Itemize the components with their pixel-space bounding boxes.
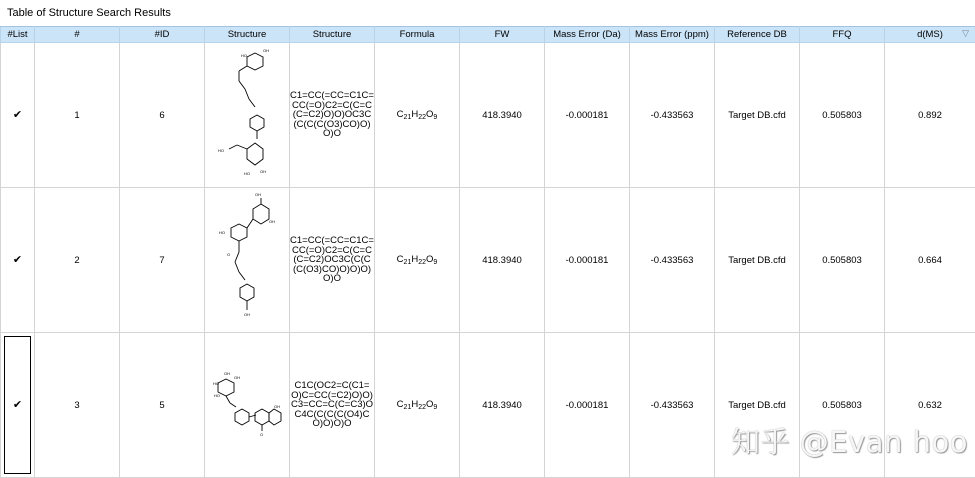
column-header-mass-error-da[interactable]: Mass Error (Da) [545, 27, 630, 43]
structure-smiles: C1=CC(=CC=C1C=CC(=O)C2=C(C=C(C=C2)OC3C(C(C(C(O3)CO)O)O)O)O)O [290, 188, 375, 333]
svg-text:O: O [260, 432, 264, 437]
row-id: 7 [120, 188, 205, 333]
formula-c-count: 21 [403, 114, 412, 121]
svg-text:OH: OH [244, 312, 250, 317]
mass-error-ppm-value: -0.433563 [630, 333, 715, 478]
formula-c-count: 21 [403, 259, 412, 266]
fw-value: 418.3940 [460, 333, 545, 478]
formula-h-count: 22 [418, 404, 427, 411]
svg-text:OH: OH [274, 404, 280, 409]
mass-error-ppm-value: -0.433563 [630, 43, 715, 188]
fw-value: 418.3940 [460, 43, 545, 188]
row-id: 5 [120, 333, 205, 478]
dms-value: 0.632 [885, 333, 975, 478]
column-header-fw[interactable]: FW [460, 27, 545, 43]
list-checkbox-cell[interactable] [1, 333, 35, 478]
svg-text:OH: OH [260, 169, 266, 174]
formula [375, 43, 460, 188]
sort-indicator-icon[interactable]: ▽ [962, 28, 969, 38]
formula-c: C [396, 254, 404, 265]
formula-o: O [426, 399, 434, 410]
svg-text:OH: OH [263, 48, 269, 53]
formula-o-count: 9 [433, 404, 438, 411]
mass-error-da-value: -0.000181 [545, 43, 630, 188]
row-number: 3 [35, 333, 120, 478]
dms-value: 0.664 [885, 188, 975, 333]
svg-text:HO: HO [213, 381, 219, 386]
checkmark-icon[interactable]: ✔ [12, 108, 23, 121]
table-row[interactable] [1, 43, 975, 188]
checkmark-icon[interactable]: ✔ [12, 398, 23, 411]
ffq-value: 0.505803 [800, 333, 885, 478]
column-header-dms[interactable] [885, 27, 975, 43]
svg-text:HO: HO [219, 230, 225, 235]
structure-image-cell [205, 333, 290, 478]
formula-o: O [426, 109, 434, 120]
formula-o-count: 9 [433, 259, 438, 266]
fw-value: 418.3940 [460, 188, 545, 333]
structure-image-cell [205, 43, 290, 188]
svg-text:OH: OH [224, 371, 230, 376]
svg-text:HO: HO [214, 393, 220, 398]
header-row [1, 27, 975, 43]
formula [375, 188, 460, 333]
reference-db-value: Target DB.cfd [715, 188, 800, 333]
focus-rectangle [4, 336, 31, 474]
reference-db-value: Target DB.cfd [715, 43, 800, 188]
formula-h: H [411, 109, 419, 120]
list-checkbox-cell[interactable] [1, 43, 35, 188]
formula-c-count: 21 [403, 404, 412, 411]
svg-text:OH: OH [234, 375, 240, 380]
mass-error-ppm-value: -0.433563 [630, 188, 715, 333]
molecule-structure-image [217, 45, 277, 185]
column-header-number[interactable]: # [35, 27, 120, 43]
mass-error-da-value: -0.000181 [545, 333, 630, 478]
window-title: Table of Structure Search Results [7, 7, 171, 19]
column-header-mass-error-ppm[interactable]: Mass Error (ppm) [630, 27, 715, 43]
column-header-structure-image[interactable]: Structure [205, 27, 290, 43]
reference-db-value: Target DB.cfd [715, 333, 800, 478]
formula-c: C [396, 399, 404, 410]
svg-text:HO: HO [218, 148, 224, 153]
row-number: 1 [35, 43, 120, 188]
formula-h: H [411, 254, 419, 265]
table-row[interactable] [1, 188, 975, 333]
svg-text:OH: OH [269, 219, 275, 224]
structure-smiles: C1=CC(=CC=C1C=CC(=O)C2=C(C=C(C=C2)O)O)OC3C(C(C(C(O3)CO)O)O)O [290, 43, 375, 188]
column-header-structure-smiles[interactable]: Structure [290, 27, 375, 43]
results-table [0, 26, 975, 478]
formula-o: O [426, 254, 434, 265]
structure-image-cell [205, 188, 290, 333]
mass-error-da-value: -0.000181 [545, 188, 630, 333]
column-header-list[interactable]: #List [1, 27, 35, 43]
ffq-value: 0.505803 [800, 188, 885, 333]
formula-h-count: 22 [418, 259, 427, 266]
column-header-id[interactable]: #ID [120, 27, 205, 43]
watermark: 知乎 @Evan hoo [731, 425, 968, 459]
row-id: 6 [120, 43, 205, 188]
column-header-ffq[interactable]: FFQ [800, 27, 885, 43]
formula-h-count: 22 [418, 114, 427, 121]
ffq-value: 0.505803 [800, 43, 885, 188]
formula-c: C [396, 109, 404, 120]
column-header-dms-label: d(MS) [917, 29, 943, 40]
formula-o-count: 9 [433, 114, 438, 121]
list-checkbox-cell[interactable] [1, 188, 35, 333]
svg-text:OH: OH [255, 192, 261, 197]
molecule-structure-image [217, 190, 277, 330]
molecule-structure-image [212, 335, 282, 475]
dms-value: 0.892 [885, 43, 975, 188]
svg-text:HO: HO [241, 53, 247, 58]
formula [375, 333, 460, 478]
checkmark-icon[interactable]: ✔ [12, 253, 23, 266]
row-number: 2 [35, 188, 120, 333]
column-header-reference-db[interactable]: Reference DB [715, 27, 800, 43]
structure-smiles: C1C(OC2=C(C1=O)C=CC(=C2)O)O)C3=CC=C(C=C3)OC4C(C(C(C(O4)CO)O)O)O [290, 333, 375, 478]
svg-text:HO: HO [244, 171, 250, 176]
formula-h: H [411, 399, 419, 410]
column-header-formula[interactable]: Formula [375, 27, 460, 43]
svg-text:O: O [227, 252, 231, 257]
